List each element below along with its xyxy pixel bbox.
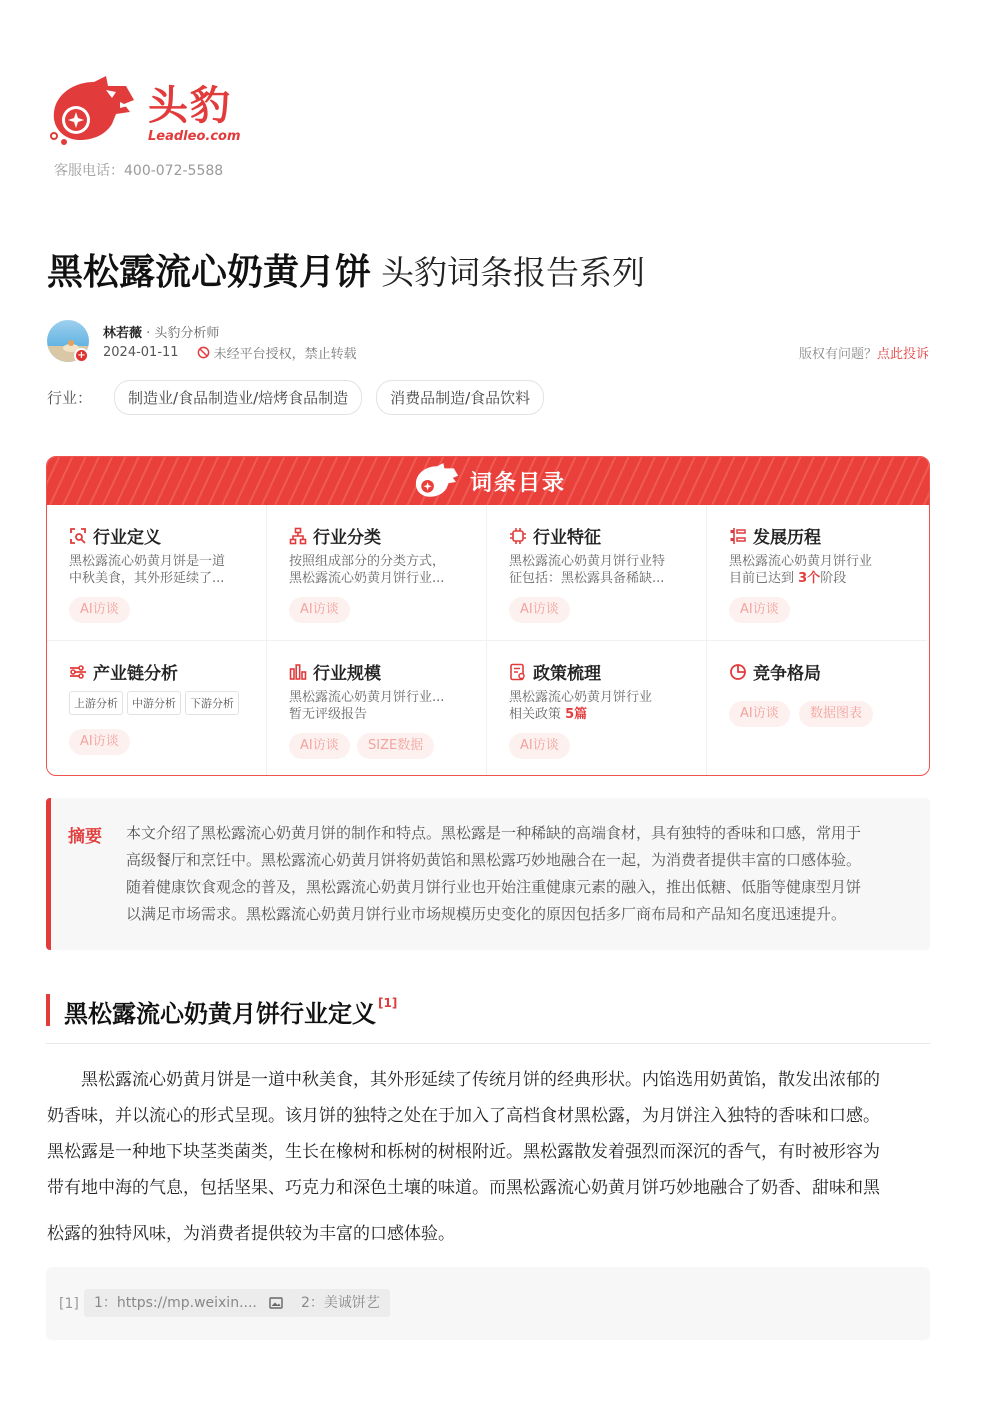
brand-logo[interactable]	[46, 70, 246, 152]
page-title	[47, 244, 947, 295]
toc-item-desc: 按照组成部分的分类方式， 黑松露流心奶黄月饼行业...	[289, 554, 446, 586]
title-main: 黑松露流心奶黄月饼	[47, 252, 372, 293]
data-chart-button[interactable]: 数据图表	[799, 701, 873, 727]
toc-item-classification[interactable]	[267, 505, 487, 641]
service-hotline: 客服电话：400-072-5588	[54, 163, 224, 179]
summary-box	[46, 798, 930, 950]
policy-icon	[509, 663, 527, 681]
ai-interview-button[interactable]: AI访谈	[69, 597, 130, 623]
classification-icon	[289, 527, 307, 545]
policy-count: 5篇	[565, 707, 588, 722]
ai-interview-button[interactable]: AI访谈	[729, 701, 790, 727]
toc-grid	[47, 505, 929, 776]
industry-tags	[47, 380, 558, 415]
copyright-notice	[799, 343, 929, 362]
summary-label: 摘要	[68, 827, 102, 847]
size-data-button[interactable]: SIZE数据	[357, 733, 434, 759]
image-icon	[269, 1297, 283, 1309]
ai-interview-button[interactable]: AI访谈	[289, 733, 350, 759]
ai-interview-button[interactable]: AI访谈	[509, 733, 570, 759]
brand-name-cn: 头豹	[148, 83, 232, 129]
references-box	[46, 1267, 930, 1340]
toc-item-title: 发展历程	[729, 523, 821, 548]
toc-item-desc: 黑松露流心奶黄月饼是一道 中秋美食，其外形延续了...	[69, 554, 226, 586]
toc-item-definition[interactable]	[47, 505, 267, 641]
copyright-question: 版权有问题？	[798, 347, 877, 362]
reference-mark[interactable]: [1]	[378, 996, 398, 1010]
toc-item-desc: 黑松露流心奶黄月饼行业... 暂无评级报告	[289, 690, 445, 722]
toc-item-title: 产业链分析	[69, 659, 178, 684]
feature-icon	[509, 527, 527, 545]
toc-item-title: 行业特征	[509, 523, 601, 548]
chain-tags	[69, 691, 243, 715]
toc-header-content	[47, 457, 929, 505]
ai-interview-button[interactable]: AI访谈	[289, 597, 350, 623]
ai-interview-button[interactable]: AI访谈	[509, 597, 570, 623]
title-sub: 头豹词条报告系列	[381, 253, 646, 292]
toc-item-title: 行业分类	[289, 523, 381, 548]
references-label: [1]	[59, 1296, 79, 1312]
toc-title: 词条目录	[469, 470, 566, 496]
toc-item-history[interactable]	[707, 505, 927, 641]
definition-paragraph: 黑松露流心奶黄月饼是一道中秋美食，其外形延续了传统月饼的经典形状。内馅选用奶黄馅，散发出浓郁的 奶香味，并以流心的形式呈现。该月饼的独特之处在于加入了高档食材黑松露，为月饼注入独特的香味和口感。 黑松露是一种地下块茎类菌类，生长在橡树和栎树的树根附近。黑松露散发着强烈而深沉的香气，有时被形容为 带有地中海的气息，包括坚果、巧克力和深色土壤的味道。而黑松露流心奶黄月饼巧妙地融合了奶香、甜味和黑 松露的独特风味，为消费者提供较为丰富的口感体验。	[47, 1070, 880, 1244]
toc-item-chain[interactable]	[47, 641, 267, 776]
leopard-logo-icon	[410, 461, 462, 501]
toc-card	[46, 456, 930, 776]
prohibited-icon	[197, 346, 210, 359]
stage-count: 3个	[798, 571, 821, 586]
publish-date: 2024-01-11	[103, 345, 179, 360]
brand-name-en: Leadleo.com	[148, 129, 241, 144]
date-line	[103, 343, 357, 362]
toc-item-policy[interactable]	[487, 641, 707, 776]
summary-text: 本文介绍了黑松露流心奶黄月饼的制作和特点。黑松露是一种稀缺的高端食材，具有独特的香味和口感，常用于 高级餐厅和烹饪中。黑松露流心奶黄月饼将奶黄馅和黑松露巧妙地融合在一起，为消费者提供丰富的口感体验。 随着健康饮食观念的普及，黑松露流心奶黄月饼行业也开始注重健康元素的融入，推出低糖、低脂等健康型月饼 以满足市场需求。黑松露流心奶黄月饼行业市场规模历史变化的原因包括多厂商布局和产品知名度迅速提升。	[126, 824, 862, 923]
toc-item-scale[interactable]	[267, 641, 487, 776]
toc-item-competition[interactable]	[707, 641, 927, 776]
toc-item-desc: 黑松露流心奶黄月饼行业特 征包括：黑松露具备稀缺...	[509, 554, 666, 586]
industry-tag[interactable]: 制造业/食品制造业/焙烤食品制造	[114, 380, 362, 415]
industry-label: 行业：	[47, 389, 93, 407]
summary-accent-bar	[46, 798, 51, 950]
industry-tag[interactable]: 消费品制造/食品饮料	[376, 380, 544, 415]
reprint-notice-text: 未经平台授权，禁止转载	[213, 347, 357, 362]
complaint-link[interactable]: 点此投诉	[876, 347, 929, 362]
toc-item-title: 竞争格局	[729, 659, 821, 684]
toc-item-desc: 黑松露流心奶黄月饼行业 相关政策 5篇	[509, 690, 653, 722]
avatar-badge-icon: +	[74, 348, 89, 363]
toc-item-features[interactable]	[487, 505, 707, 641]
ai-interview-button[interactable]: AI访谈	[729, 597, 790, 623]
leopard-logo-icon	[46, 72, 138, 148]
author-line	[103, 322, 219, 341]
section-title: 黑松露流心奶黄月饼行业定义 [1]	[64, 996, 398, 1028]
toc-item-title: 行业定义	[69, 523, 161, 548]
section-divider	[46, 1043, 930, 1044]
chain-icon	[69, 663, 87, 681]
author-role: · 头豹分析师	[146, 326, 220, 341]
scale-icon	[289, 663, 307, 681]
toc-item-desc: 黑松露流心奶黄月饼行业 目前已达到 3个阶段	[729, 554, 873, 586]
definition-icon	[69, 527, 87, 545]
reference-link-1[interactable]: 1：https://mp.weixin....	[84, 1289, 293, 1317]
ai-interview-button[interactable]: AI访谈	[69, 729, 130, 755]
reprint-notice	[197, 343, 357, 362]
author-name[interactable]: 林若薇	[103, 326, 143, 341]
upstream-tag[interactable]: 上游分析	[69, 691, 123, 715]
section-accent-bar	[46, 994, 50, 1026]
reference-link-2[interactable]: 2：美诚饼艺	[291, 1289, 390, 1317]
toc-item-title: 行业规模	[289, 659, 381, 684]
history-icon	[729, 527, 747, 545]
midstream-tag[interactable]: 中游分析	[127, 691, 181, 715]
toc-item-title: 政策梳理	[509, 659, 601, 684]
downstream-tag[interactable]: 下游分析	[185, 691, 239, 715]
competition-icon	[729, 663, 747, 681]
